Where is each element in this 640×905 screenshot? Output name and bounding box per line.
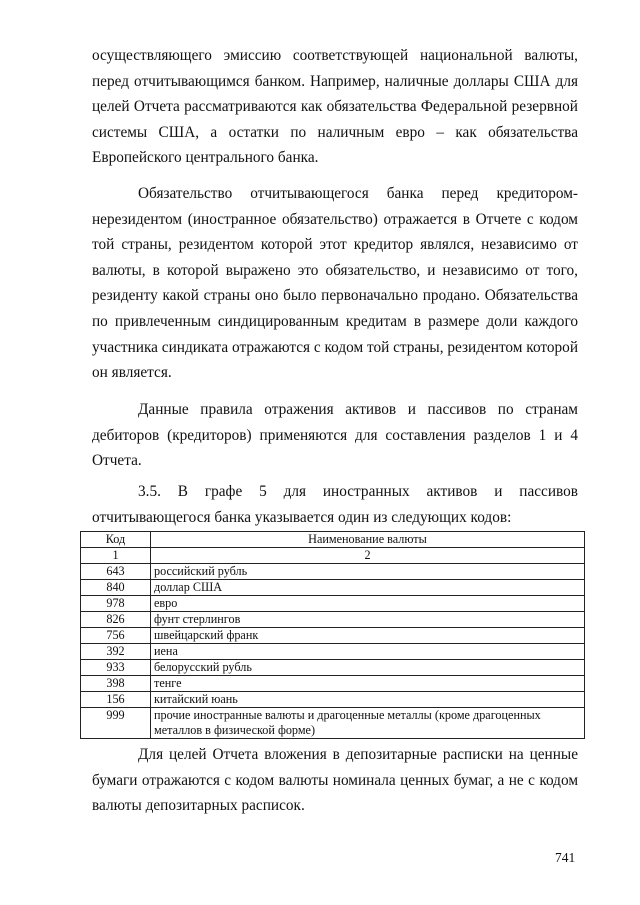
column-number-1: 1 bbox=[81, 548, 151, 564]
table-row bbox=[81, 644, 585, 660]
table-row bbox=[81, 692, 585, 708]
currency-code-cell: 933 bbox=[81, 660, 151, 676]
table-row bbox=[81, 628, 585, 644]
currency-code-cell: 978 bbox=[81, 596, 151, 612]
table-row bbox=[81, 612, 585, 628]
currency-name-cell: доллар США bbox=[151, 580, 585, 596]
table-row bbox=[81, 564, 585, 580]
paragraph-rules-application: Данные правила отражения активов и пассивов по странам дебиторов (кредиторов) применяются для составления разделов 1 и 4 Отчета. bbox=[92, 401, 578, 470]
table-column-number-row bbox=[81, 548, 585, 564]
currency-name-cell: белорусский рубль bbox=[151, 660, 585, 676]
table-row bbox=[81, 580, 585, 596]
paragraph-depositary-receipts: Для целей Отчета вложения в депозитарные расписки на ценные бумаги отражаются с кодом валюты номинала ценных бумаг, а не с кодом валюты депозитарных расписок. bbox=[92, 746, 578, 815]
table-row bbox=[81, 676, 585, 692]
table-row bbox=[81, 596, 585, 612]
currency-code-cell: 643 bbox=[81, 564, 151, 580]
table-body bbox=[81, 564, 585, 739]
currency-code-cell: 999 bbox=[81, 708, 151, 739]
currency-name-cell: иена bbox=[151, 644, 585, 660]
page-number: 741 bbox=[555, 850, 576, 865]
currency-codes-table bbox=[80, 531, 585, 739]
currency-code-cell: 392 bbox=[81, 644, 151, 660]
header-currency-name: Наименование валюты bbox=[151, 532, 585, 548]
table-row bbox=[81, 660, 585, 676]
paragraph-nonresident-liabilities: Обязательство отчитывающегося банка перед кредитором-нерезидентом (иностранное обязательство) отражается в Отчете с кодом той страны, резидентом которой этот кредитор являлся, независимо от валюты, в которой выражено это обязательство, и независимо от того, резиденту какой страны оно было первоначально продано. Обязательства по привлеченным синдицированным кредитам в размере доли каждого участника синдиката отражаются с кодом той страны, резидентом которой он является. bbox=[92, 185, 579, 382]
currency-code-cell: 398 bbox=[81, 676, 151, 692]
currency-name-cell: фунт стерлингов bbox=[151, 612, 585, 628]
column-number-2: 2 bbox=[151, 548, 585, 564]
currency-name-cell: швейцарский франк bbox=[151, 628, 585, 644]
currency-code-cell: 826 bbox=[81, 612, 151, 628]
table-header-row bbox=[81, 532, 585, 548]
currency-code-cell: 756 bbox=[81, 628, 151, 644]
table-row bbox=[81, 708, 585, 739]
currency-code-cell: 156 bbox=[81, 692, 151, 708]
currency-code-cell: 840 bbox=[81, 580, 151, 596]
currency-name-cell: российский рубль bbox=[151, 564, 585, 580]
paragraph-issuer-liabilities: осуществляющего эмиссию соответствующей национальной валюты, перед отчитывающимся банком. Например, наличные доллары США для целей Отчета рассматриваются как обязательства Федеральной резервной системы США, а остатки по наличным евро – как обязательства Европейского центрального банка. bbox=[92, 47, 578, 167]
header-code: Код bbox=[81, 532, 151, 548]
paragraph-section-3-5: 3.5. В графе 5 для иностранных активов и пассивов отчитывающегося банка указывается один из следующих кодов: bbox=[92, 483, 578, 526]
currency-name-cell: китайский юань bbox=[151, 692, 585, 708]
currency-name-cell: прочие иностранные валюты и драгоценные металлы (кроме драгоценных металлов в физической форме) bbox=[151, 708, 585, 739]
currency-name-cell: евро bbox=[151, 596, 585, 612]
currency-name-cell: тенге bbox=[151, 676, 585, 692]
